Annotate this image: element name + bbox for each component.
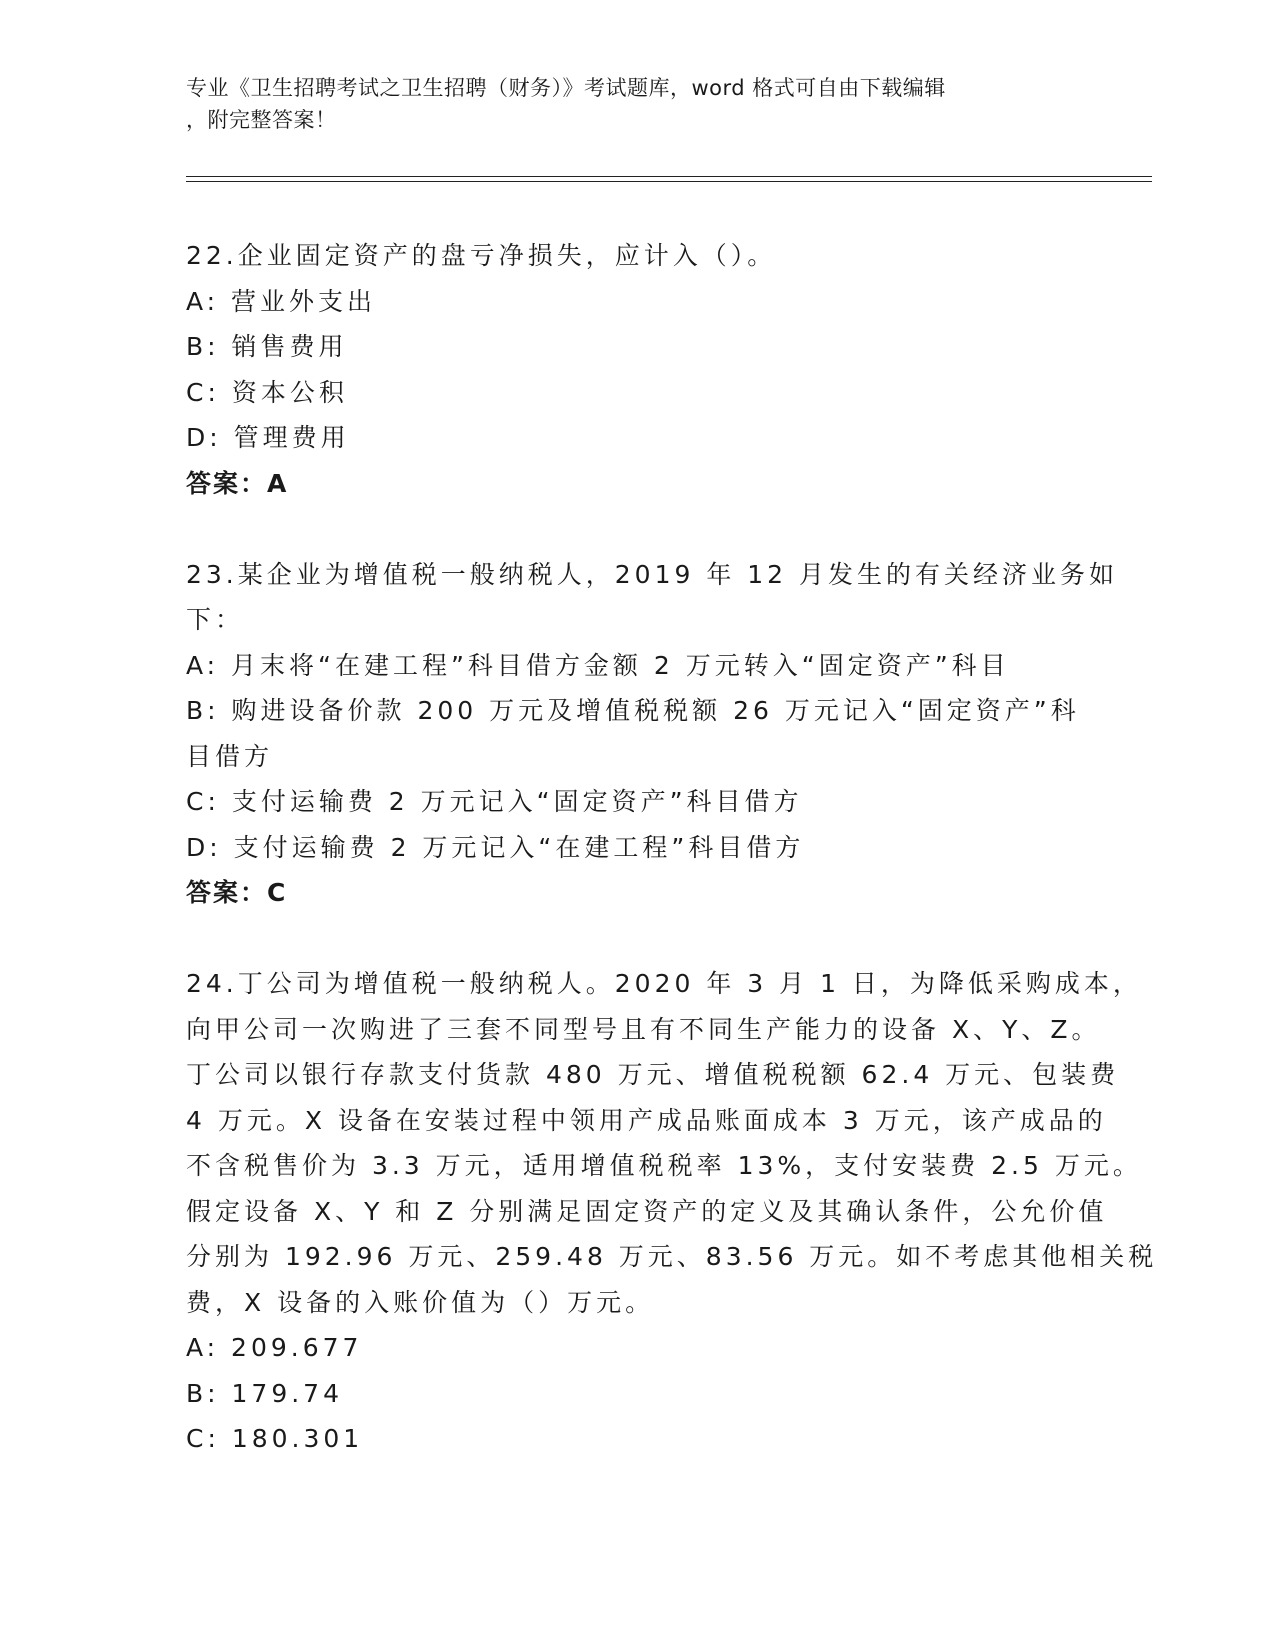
question-stem: 分别为 192.96 万元、259.48 万元、83.56 万元。如不考虑其他相关税 — [186, 1242, 1158, 1271]
question-22 — [186, 233, 1076, 506]
question-stem: 丁公司以银行存款支付货款 480 万元、增值税税额 62.4 万元、包装费 — [186, 1060, 1120, 1089]
header-rule-top — [186, 176, 1152, 177]
question-23 — [186, 552, 1119, 916]
answer: 答案：A — [186, 468, 289, 498]
answer: 答案：C — [186, 878, 288, 907]
question-stem: 不含税售价为 3.3 万元，适用增值税税率 13%，支付安装费 2.5 万元。 — [186, 1151, 1142, 1180]
option-a: A: 209.677 — [186, 1333, 363, 1362]
header-rule-bottom — [186, 181, 1152, 182]
question-stem: 假定设备 X、Y 和 Z 分别满足固定资产的定义及其确认条件，公允价值 — [186, 1196, 1108, 1226]
question-stem: 22.企业固定资产的盘亏净损失，应计入（）。 — [186, 241, 777, 270]
spacer — [186, 916, 1076, 962]
document-header — [186, 72, 1066, 136]
option-c: C: 180.301 — [186, 1424, 364, 1453]
option-b: B: 179.74 — [186, 1378, 343, 1408]
question-stem: 费，X 设备的入账价值为（）万元。 — [186, 1287, 655, 1317]
question-list — [186, 233, 1158, 1462]
question-stem: 24.丁公司为增值税一般纳税人。2020 年 3 月 1 日，为降低采购成本， — [186, 969, 1142, 998]
option-a: A: 营业外支出 — [186, 286, 377, 316]
option-d: D: 支付运输费 2 万元记入“在建工程”科目借方 — [186, 832, 805, 862]
option-c: C: 支付运输费 2 万元记入“固定资产”科目借方 — [186, 787, 803, 816]
question-stem: 向甲公司一次购进了三套不同型号且有不同生产能力的设备 X、Y、Z。 — [186, 1014, 1101, 1044]
option-a: A: 月末将“在建工程”科目借方金额 2 万元转入“固定资产”科目 — [186, 650, 1010, 680]
header-line-2: ，附完整答案！ — [186, 108, 337, 132]
option-b-continued: 目借方 — [186, 741, 274, 771]
option-c: C: 资本公积 — [186, 377, 348, 407]
option-b: B: 购进设备价款 200 万元及增值税税额 26 万元记入“固定资产”科 — [186, 696, 1080, 725]
option-b: B: 销售费用 — [186, 332, 348, 361]
header-line-1: 专业《卫生招聘考试之卫生招聘（财务）》考试题库，word 格式可自由下载编辑 — [186, 76, 946, 100]
spacer — [186, 506, 1076, 552]
question-stem: 下： — [186, 605, 245, 634]
question-stem: 23.某企业为增值税一般纳税人，2019 年 12 月发生的有关经济业务如 — [186, 559, 1119, 589]
question-24 — [186, 961, 1158, 1462]
option-d: D: 管理费用 — [186, 423, 350, 452]
question-stem: 4 万元。X 设备在安装过程中领用产成品账面成本 3 万元，该产成品的 — [186, 1105, 1107, 1135]
